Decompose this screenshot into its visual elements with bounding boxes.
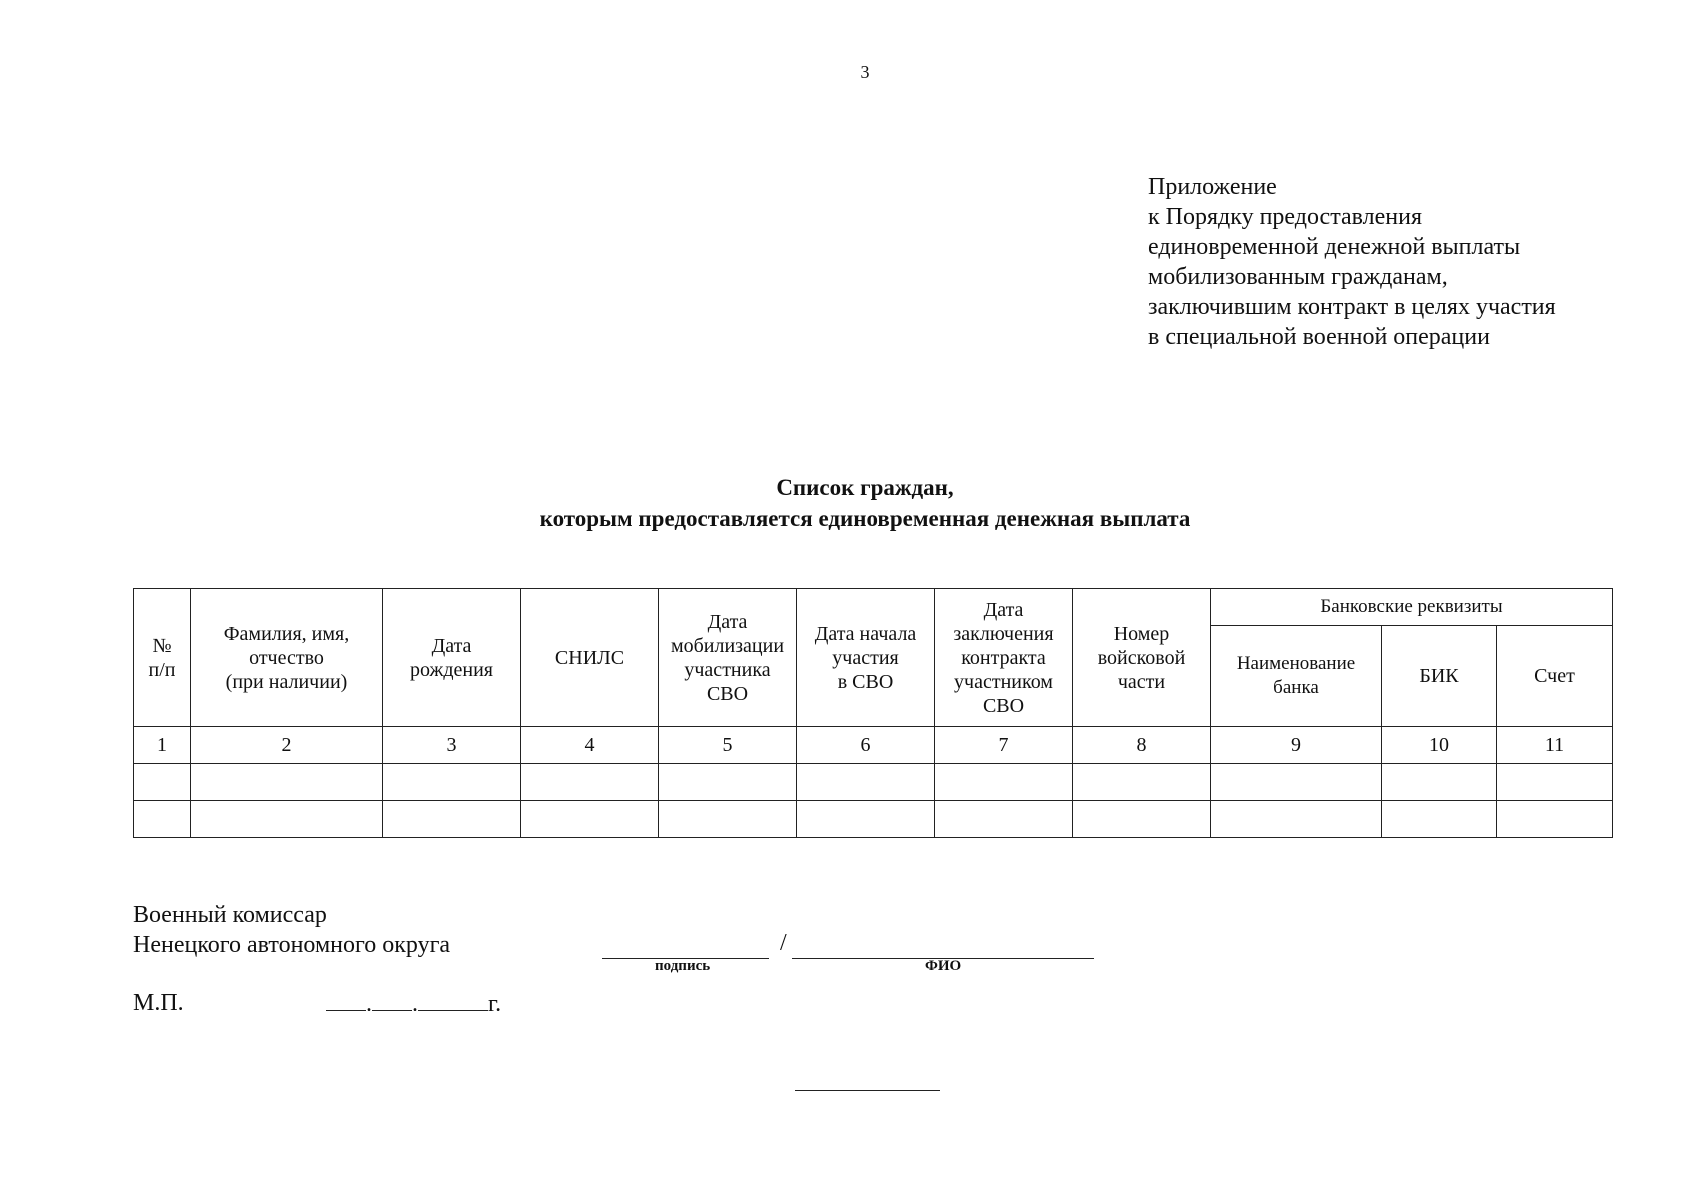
header-bank-details: Банковские реквизиты [1211,589,1613,626]
header-unit-number: Номер войсковой части [1073,589,1211,727]
header-num: № п/п [134,589,191,727]
table-cell [191,764,383,801]
signature-separator: / [780,930,787,956]
date-month-blank [372,990,412,1011]
column-number: 6 [797,727,935,764]
table-cell [1382,764,1497,801]
table-cell [1497,801,1613,838]
table-cell [935,764,1073,801]
table-cell [659,801,797,838]
table-cell [1211,801,1382,838]
column-number-row [134,727,1613,764]
column-number: 11 [1497,727,1613,764]
appendix-line: заключившим контракт в целях участия [1148,294,1556,320]
table-cell [1382,801,1497,838]
signatory-region: Ненецкого автономного округа [133,932,451,958]
header-row [134,589,1613,626]
table-cell [1211,764,1382,801]
stamp-place: М.П. [133,990,184,1016]
header-snils: СНИЛС [521,589,659,727]
column-number: 2 [191,727,383,764]
appendix-line: мобилизованным гражданам, [1148,264,1448,290]
appendix-line: в специальной военной операции [1148,324,1490,350]
date-separator: . [412,991,418,1017]
table-cell [935,801,1073,838]
end-rule [795,1090,940,1091]
header-mobilization-date: Дата мобилизации участника СВО [659,589,797,727]
appendix-line: Приложение [1148,174,1277,200]
table-cell [797,801,935,838]
table-cell [1497,764,1613,801]
date-separator: . [366,991,372,1017]
table-row [134,764,1613,801]
table-cell [134,801,191,838]
header-start-date: Дата начала участия в СВО [797,589,935,727]
column-number: 5 [659,727,797,764]
column-number: 3 [383,727,521,764]
table-cell [191,801,383,838]
appendix-line: единовременной денежной выплаты [1148,234,1521,260]
header-bank-name: Наименование банка [1211,626,1382,727]
signatory [133,900,450,960]
date-year-blank [418,990,488,1011]
date-day-blank [326,990,366,1011]
document-title [0,472,1698,534]
header-account: Счет [1497,626,1613,727]
table-cell [659,764,797,801]
column-number: 1 [134,727,191,764]
appendix-line: к Порядку предоставления [1148,204,1423,230]
page-number: 3 [860,62,870,82]
table-cell [134,764,191,801]
header-contract-date: Дата заключения контракта участником СВО [935,589,1073,727]
table-cell [521,801,659,838]
date-field [326,990,501,1018]
title-line-1: Список граждан, [776,475,954,500]
citizens-table [133,588,1613,838]
date-year-suffix: г. [488,991,502,1017]
title-line-2: которым предоставляется единовременная денежная выплата [539,506,1191,531]
table-cell [1073,764,1211,801]
header-bik: БИК [1382,626,1497,727]
appendix-note [1148,172,1556,352]
table-cell [1073,801,1211,838]
table-cell [797,764,935,801]
column-number: 9 [1211,727,1382,764]
signatory-title: Военный комиссар [133,902,327,928]
column-number: 4 [521,727,659,764]
table-cell [521,764,659,801]
column-number: 7 [935,727,1073,764]
table-cell [383,801,521,838]
header-birth-date: Дата рождения [383,589,521,727]
table-cell [383,764,521,801]
column-number: 10 [1382,727,1497,764]
fio-caption: ФИО [925,958,962,974]
header-fio: Фамилия, имя, отчество (при наличии) [191,589,383,727]
column-number: 8 [1073,727,1211,764]
table-row [134,801,1613,838]
signature-caption: подпись [655,958,711,974]
